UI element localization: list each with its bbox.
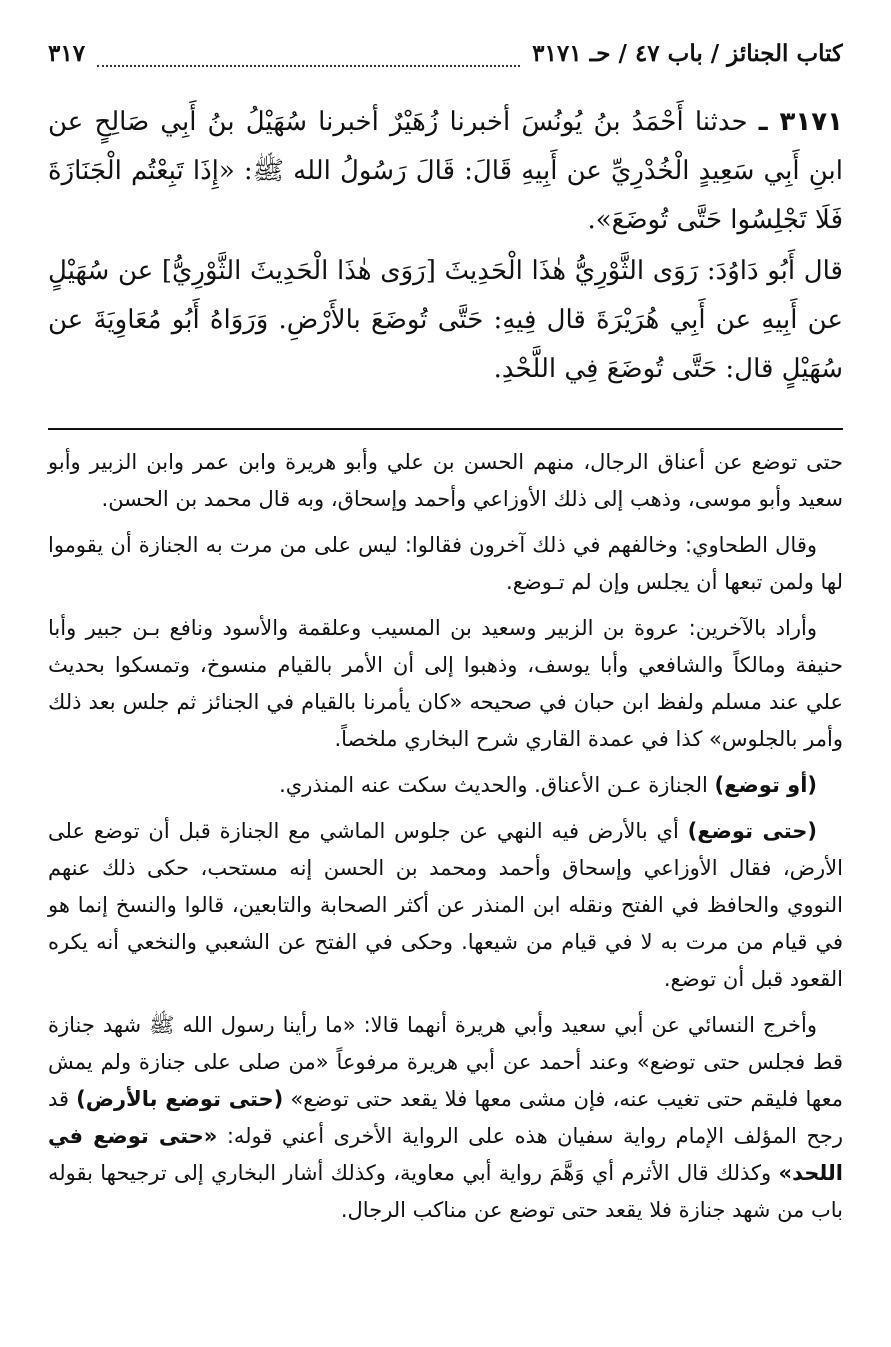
lemma-fil-lahd: «حتى توضع في اللحد»	[48, 1124, 843, 1185]
commentary-paragraph-2: وقال الطحاوي: وخالفهم في ذلك آخرون فقالوا: ليس على من مرت به الجنازة أن يقوموا لها ولمن تبعها أن يجلس وإن لم تـوضع.	[48, 533, 843, 594]
leader-dots	[97, 47, 520, 67]
chapter-title: كتاب الجنائز / باب ٤٧ / حـ ٣١٧١	[532, 40, 843, 67]
commentary-text-6a: وأخرج النسائي عن أبي سعيد وأبي هريرة أنهما قالا: «ما رأينا رسول الله ﷺ شهد جنازة قط فجلس حتى توضع» وعند أحمد عن أبي هريرة مرفوعاً «من صلى على جنازة ولم يمش معها فليقم حتى تغيب عنه، فإن مشى معها فلا يقعد حتى توضع»	[48, 1013, 843, 1111]
lemma-bil-ard: (حتى توضع بالأرض)	[76, 1087, 284, 1111]
running-header	[48, 38, 843, 76]
commentary-text-5: أي بالأرض فيه النهي عن جلوس الماشي مع الجنازة قبل أن توضع على الأرض، فقال الأوزاعي وإسحاق وأحمد ومحمد بن الحسن إنه مستحب، حكى ذلك عنهم النووي والحافظ في الفتح ونقله ابن المنذر عن أكثر الصحابة والتابعين، قالوا والنسخ إنما هو في قيام من مرت به لا في قيام من شيعها. وحكى في الفتح عن الشعبي والنخعي أنه يكره القعود قبل أن توضع.	[48, 819, 843, 991]
page-number: ٣١٧	[48, 40, 86, 67]
commentary-paragraph-1: حتى توضع عن أعناق الرجال، منهم الحسن بن علي وأبو هريرة وابن عمر وابن الزبير وأبو سعيد وأبو موسى، وذهب إلى ذلك الأوزاعي وأحمد وإسحاق، وبه قال محمد بن الحسن.	[48, 450, 843, 511]
hadith-number: ٣١٧١ ـ	[758, 107, 843, 137]
commentary-paragraph-4	[48, 767, 843, 804]
abu-dawud-note: قال أَبُو دَاوُدَ: رَوَى الثَّوْرِيُّ هٰذَا الْحَدِيثَ [رَوَى هٰذَا الْحَدِيثَ الثَّوْرِيُّ] عن سُهَيْلٍ عن أَبِيهِ عن أَبِي هُرَيْرَةَ قال فِيهِ: حَتَّى تُوضَعَ بالأَرْضِ. وَرَوَاهُ أَبُو مُعَاوِيَةَ عن سُهَيْلٍ قال: حَتَّى تُوضَعَ فِي اللَّحْدِ.	[48, 256, 843, 384]
commentary-paragraph-3: وأراد بالآخرين: عروة بن الزبير وسعيد بن المسيب وعلقمة والأسود ونافع بـن جبير وأبا حنيفة ومالكاً والشافعي وأبا يوسف، وذهبوا إلى أن الأمر بالقيام منسوخ، وتمسكوا بحديث علي عند مسلم ولفظ ابن حبان في صحيحه «كان يأمرنا بالقيام في الجنائز ثم جلس بعد ذلك وأمر بالجلوس» كذا في عمدة القاري شرح البخاري ملخصاً.	[48, 616, 843, 751]
commentary-text-6b: قد رجح المؤلف الإمام رواية سفيان هذه على الرواية الأخرى أعني قوله:	[48, 1087, 843, 1148]
commentary-block	[48, 444, 843, 1229]
hadith-block	[48, 98, 843, 394]
commentary-text-6c: وكذلك قال الأثرم أي وَهَّمَ رواية أبي معاوية، وكذلك أشار البخاري إلى ترجيحها بقوله باب من شهد جنازة فلا يقعد حتى توضع عن مناكب الرجال.	[48, 1161, 843, 1222]
commentary-paragraph-5	[48, 813, 843, 998]
lemma-aw-tudaa: (أو توضع)	[714, 773, 817, 797]
hadith-text-paragraph	[48, 98, 843, 245]
hadith-text: حدثنا أَحْمَدُ بنُ يُونُسَ أخبرنا زُهَيْرٌ أخبرنا سُهَيْلُ بنُ أَبِي صَالِحٍ عن ابنِ أَبِي سَعِيدٍ الْخُدْرِيِّ عن أَبِيهِ قَالَ: قَالَ رَسُولُ الله ﷺ: «إِذَا تَبِعْتُم الْجَنَازَةَ فَلَا تَجْلِسُوا حَتَّى تُوضَعَ».	[48, 107, 843, 235]
commentary-paragraph-6	[48, 1007, 843, 1229]
commentary-text-4: الجنازة عـن الأعناق. والحديث سكت عنه المنذري.	[279, 773, 715, 797]
lemma-hatta-tudaa: (حتى توضع)	[687, 819, 818, 843]
footnote-separator	[48, 428, 843, 430]
